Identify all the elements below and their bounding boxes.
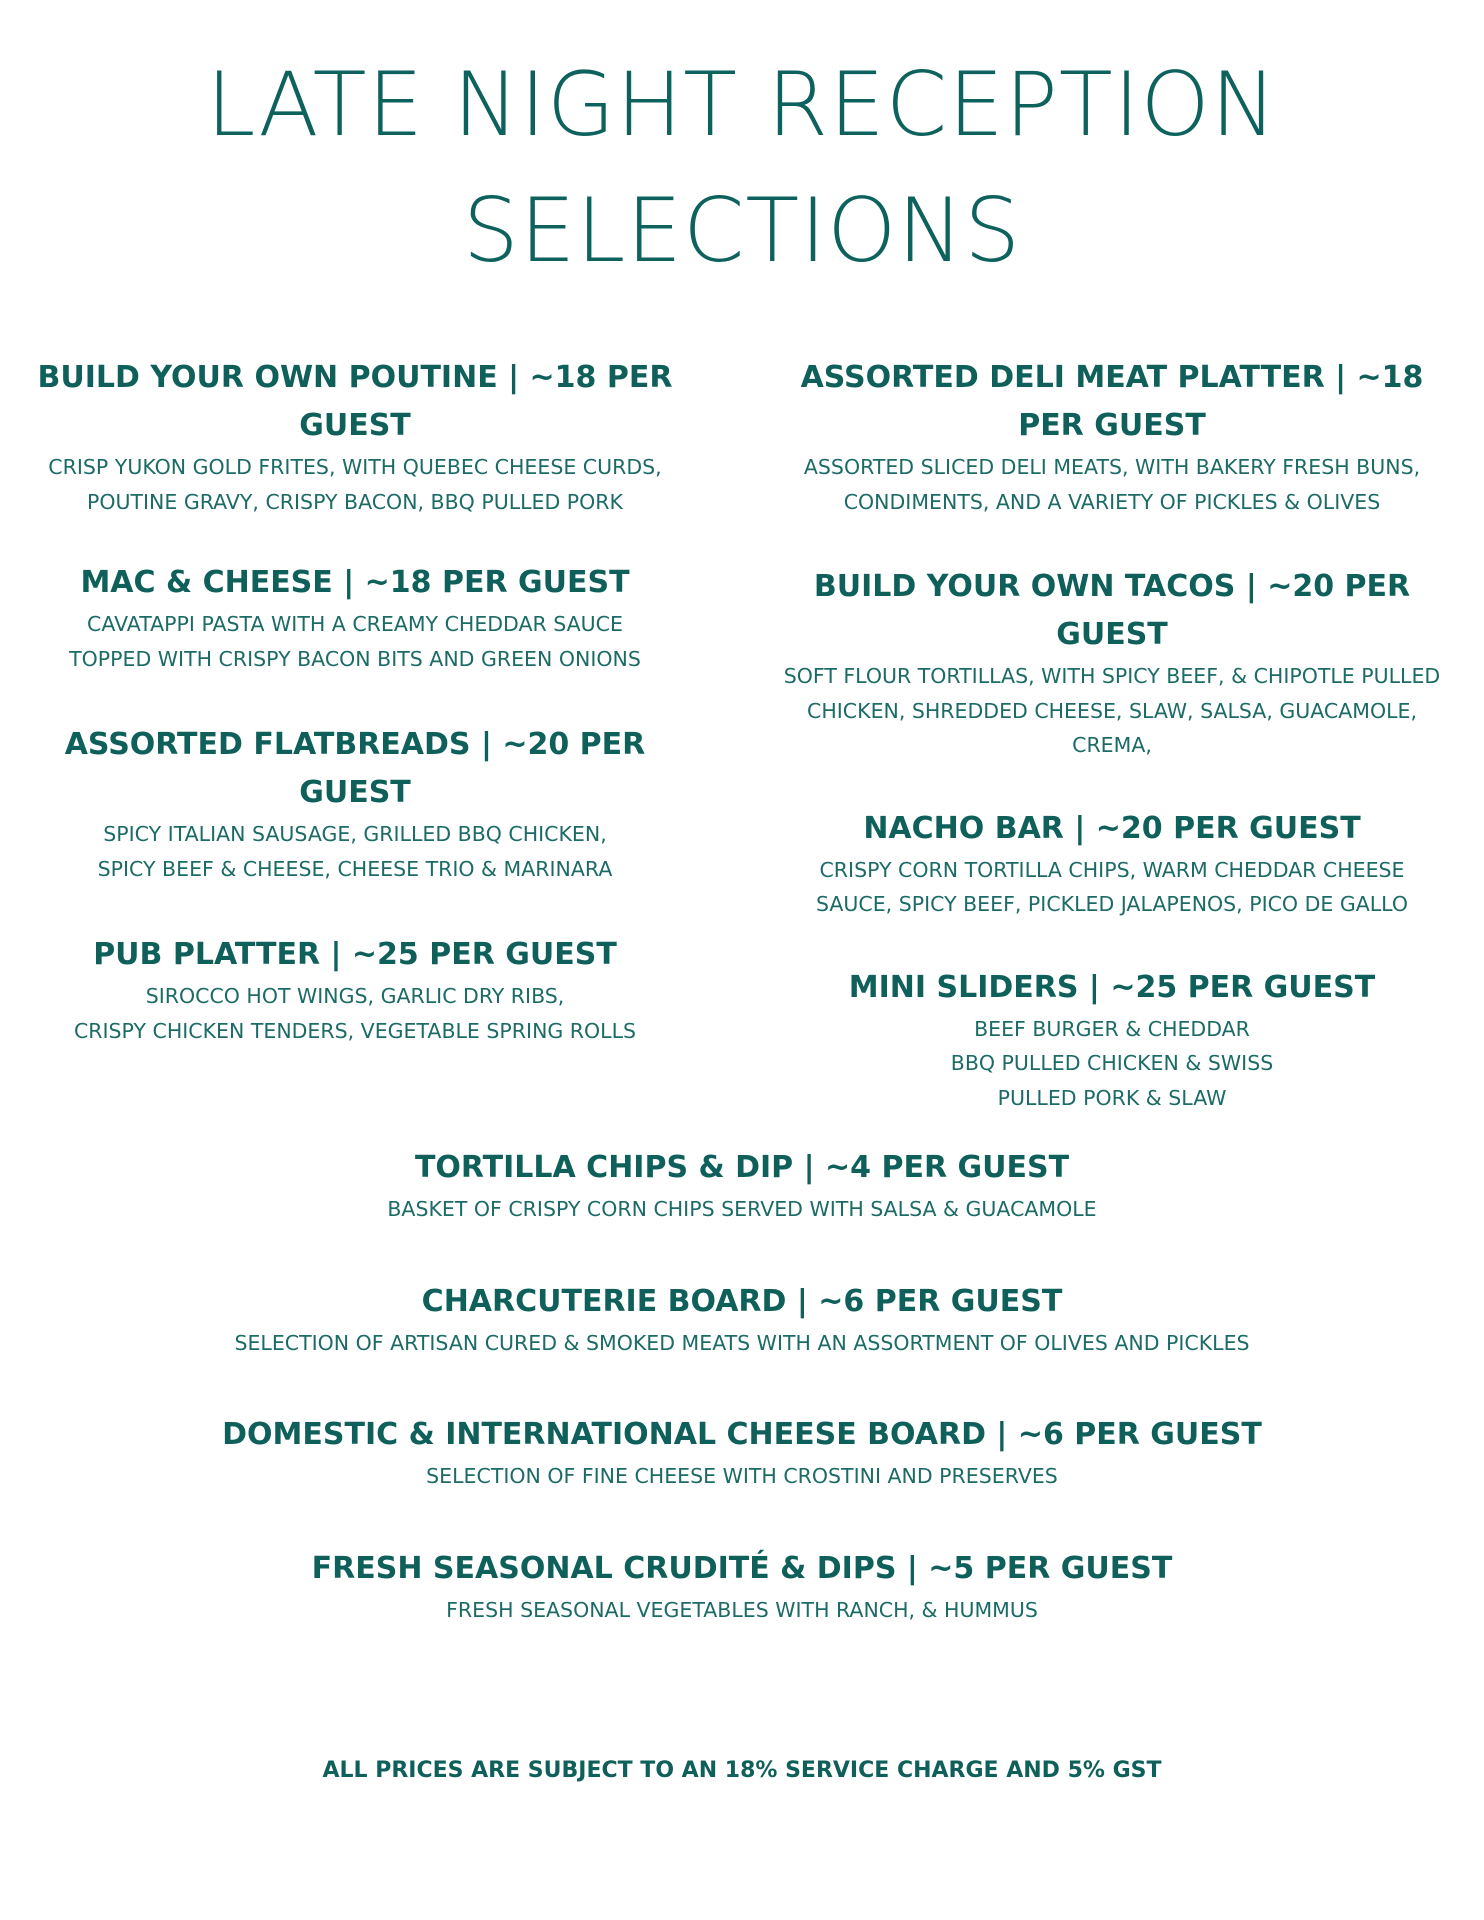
menu-item-description: [20, 607, 690, 676]
left-menu-column: [20, 354, 690, 1048]
menu-item-nacho-bar: [760, 805, 1464, 922]
menu-item-description: [20, 979, 690, 1048]
menu-item-title: TORTILLA CHIPS & DIP | ~4 PER GUEST: [414, 1150, 1070, 1185]
description-line: BEEF BURGER & CHEDDAR: [974, 1016, 1250, 1041]
menu-item-description: BASKET OF CRISPY CORN CHIPS SERVED WITH SALSA & GUACAMOLE: [387, 1197, 1097, 1221]
menu-item-description: [760, 450, 1464, 519]
menu-item-tacos: [760, 563, 1464, 763]
menu-item-title: PUB PLATTER | ~25 PER GUEST: [93, 937, 617, 972]
menu-item-description: SELECTION OF FINE CHEESE WITH CROSTINI AND PRESERVES: [426, 1464, 1058, 1488]
menu-item-cheese-board: [0, 1411, 1484, 1494]
description-line: PULLED PORK & SLAW: [997, 1085, 1227, 1110]
page-title-line-1: LATE NIGHT RECEPTION: [206, 53, 1278, 156]
menu-item-description: [20, 450, 690, 519]
right-menu-column: [760, 354, 1464, 1115]
menu-item-title: ASSORTED DELI MEAT PLATTER | ~18 PER GUEST: [800, 360, 1424, 443]
description-line: POUTINE GRAVY, CRISPY BACON, BBQ PULLED PORK: [86, 489, 623, 514]
menu-item-flatbreads: [20, 721, 690, 886]
menu-item-description: SELECTION OF ARTISAN CURED & SMOKED MEATS WITH AN ASSORTMENT OF OLIVES AND PICKLES: [234, 1331, 1250, 1355]
service-charge-note: ALL PRICES ARE SUBJECT TO AN 18% SERVICE CHARGE AND 5% GST: [322, 1758, 1162, 1783]
description-line: CONDIMENTS, AND A VARIETY OF PICKLES & OLIVES: [843, 489, 1381, 514]
menu-item-description: [760, 659, 1464, 763]
menu-item-crudite: [0, 1545, 1484, 1628]
description-line: SPICY BEEF & CHEESE, CHEESE TRIO & MARINARA: [97, 856, 613, 881]
menu-item-deli-platter: [760, 354, 1464, 519]
description-line: CRISPY CHICKEN TENDERS, VEGETABLE SPRING ROLLS: [73, 1018, 637, 1043]
description-line: SIROCCO HOT WINGS, GARLIC DRY RIBS,: [145, 984, 565, 1008]
menu-item-description: FRESH SEASONAL VEGETABLES WITH RANCH, & HUMMUS: [446, 1598, 1038, 1622]
description-line: ASSORTED SLICED DELI MEATS, WITH BAKERY FRESH BUNS,: [803, 455, 1421, 479]
description-line: CRISP YUKON GOLD FRITES, WITH QUEBEC CHEESE CURDS,: [48, 455, 662, 479]
description-line: CRISPY CORN TORTILLA CHIPS, WARM CHEDDAR CHEESE: [819, 857, 1405, 882]
menu-item-description: [760, 853, 1464, 922]
menu-item-charcuterie: [0, 1278, 1484, 1361]
menu-item-title: CHARCUTERIE BOARD | ~6 PER GUEST: [421, 1284, 1063, 1319]
description-line: CHICKEN, SHREDDED CHEESE, SLAW, SALSA, GUACAMOLE,: [807, 698, 1417, 723]
menu-item-title: ASSORTED FLATBREADS | ~20 PER GUEST: [64, 727, 646, 810]
description-line: SPICY ITALIAN SAUSAGE, GRILLED BBQ CHICKEN,: [103, 822, 607, 846]
description-line: TOPPED WITH CRISPY BACON BITS AND GREEN ONIONS: [69, 646, 641, 671]
description-line: CAVATAPPI PASTA WITH A CREAMY CHEDDAR SAUCE: [87, 612, 623, 636]
description-line: SAUCE, SPICY BEEF, PICKLED JALAPENOS, PICO DE GALLO: [815, 892, 1408, 916]
menu-item-description: [20, 817, 690, 886]
page-title: [0, 42, 1484, 294]
menu-item-title: DOMESTIC & INTERNATIONAL CHEESE BOARD | ~6 PER GUEST: [222, 1417, 1262, 1452]
menu-item-mac-cheese: [20, 559, 690, 676]
menu-item-title: MAC & CHEESE | ~18 PER GUEST: [80, 565, 630, 600]
menu-item-tortilla-chips: [0, 1144, 1484, 1227]
menu-item-title: BUILD YOUR OWN TACOS | ~20 PER GUEST: [813, 569, 1411, 652]
description-line: CREMA,: [1072, 733, 1152, 757]
menu-item-poutine: [20, 354, 690, 519]
menu-item-mini-sliders: [760, 964, 1464, 1116]
description-line: SOFT FLOUR TORTILLAS, WITH SPICY BEEF, & CHIPOTLE PULLED: [783, 664, 1441, 688]
menu-item-title: MINI SLIDERS | ~25 PER GUEST: [848, 969, 1376, 1005]
page-title-line-2: SELECTIONS: [462, 179, 1022, 282]
menu-item-description: [760, 1012, 1464, 1116]
menu-item-title: BUILD YOUR OWN POUTINE | ~18 PER GUEST: [37, 360, 673, 443]
menu-item-pub-platter: [20, 931, 690, 1048]
menu-item-title: FRESH SEASONAL CRUDITÉ & DIPS | ~5 PER GUEST: [311, 1551, 1173, 1586]
description-line: BBQ PULLED CHICKEN & SWISS: [950, 1051, 1274, 1075]
menu-item-title: NACHO BAR | ~20 PER GUEST: [863, 810, 1361, 846]
